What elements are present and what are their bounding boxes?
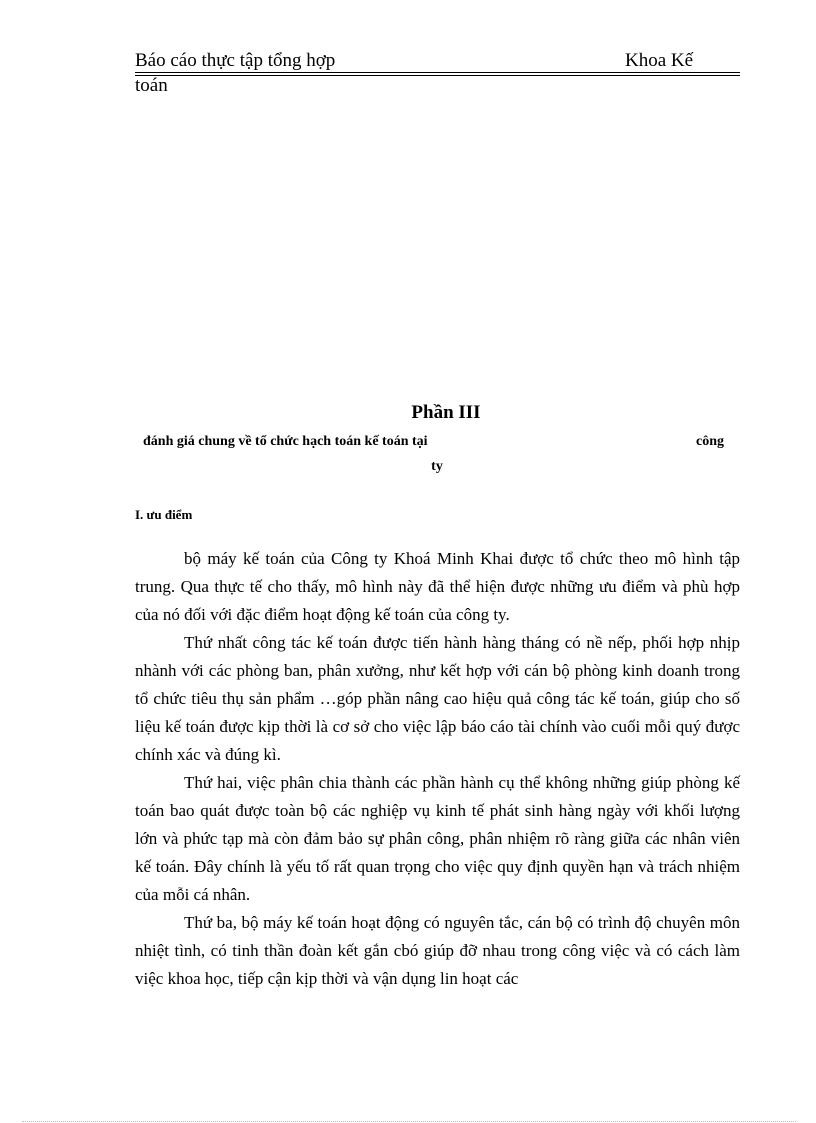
body-text xyxy=(135,545,740,993)
subtitle-right: công xyxy=(696,434,724,449)
paragraph-4: Thứ ba, bộ máy kế toán hoạt động có nguyên tắc, cán bộ có trình độ chuyên môn nhiệt tình, có tinh thần đoàn kết gắn cbó giúp đỡ nhau trong công việc và có cách làm việc khoa học, tiếp cận kịp thời và vận dụng lin hoạt các xyxy=(135,913,740,988)
section-heading: I. ưu điểm xyxy=(135,507,193,522)
header-left-text: Báo cáo thực tập tổng hợp xyxy=(135,50,336,71)
paragraph-1: bộ máy kế toán của Công ty Khoá Minh Khai được tổ chức theo mô hình tập trung. Qua thực tế cho thấy, mô hình này đã thể hiện được những ưu điểm và phù hợp của nó đối với đặc điểm hoạt động kế toán của công ty. xyxy=(135,549,740,624)
paragraph-3: Thứ hai, việc phân chia thành các phần hành cụ thể không những giúp phòng kế toán bao quát được toàn bộ các nghiệp vụ kinh tế phát sinh hàng ngày với khối lượng lớn và phức tạp mà còn đảm bảo sự phân công, phân nhiệm rõ ràng giữa các nhân viên kế toán. Đây chính là yếu tố rất quan trọng cho việc quy định quyền hạn và trách nhiệm của mỗi cá nhân. xyxy=(135,773,740,904)
subtitle-left: đánh giá chung về tổ chức hạch toán kế toán tại xyxy=(143,434,428,449)
header-right-text: Khoa Kế xyxy=(625,50,694,71)
part-title: Phần III xyxy=(411,402,481,423)
page-bottom-dotted-rule xyxy=(22,1121,796,1122)
header-rule-bottom xyxy=(135,75,740,76)
header-right-text-wrap: toán xyxy=(135,75,168,96)
header-rule-top xyxy=(135,72,740,73)
paragraph-2: Thứ nhất công tác kế toán được tiến hành hàng tháng có nề nếp, phối hợp nhịp nhành với các phòng ban, phân xưởng, như kết hợp với cán bộ phòng kinh doanh trong tổ chức tiêu thụ sản phẩm …góp phần nâng cao hiệu quả công tác kế toán, giúp cho số liệu kế toán được kịp thời là cơ sở cho việc lập báo cáo tài chính vào cuối mỗi quý được chính xác và đúng kì. xyxy=(135,633,740,764)
subtitle-wrap: ty xyxy=(431,459,443,474)
